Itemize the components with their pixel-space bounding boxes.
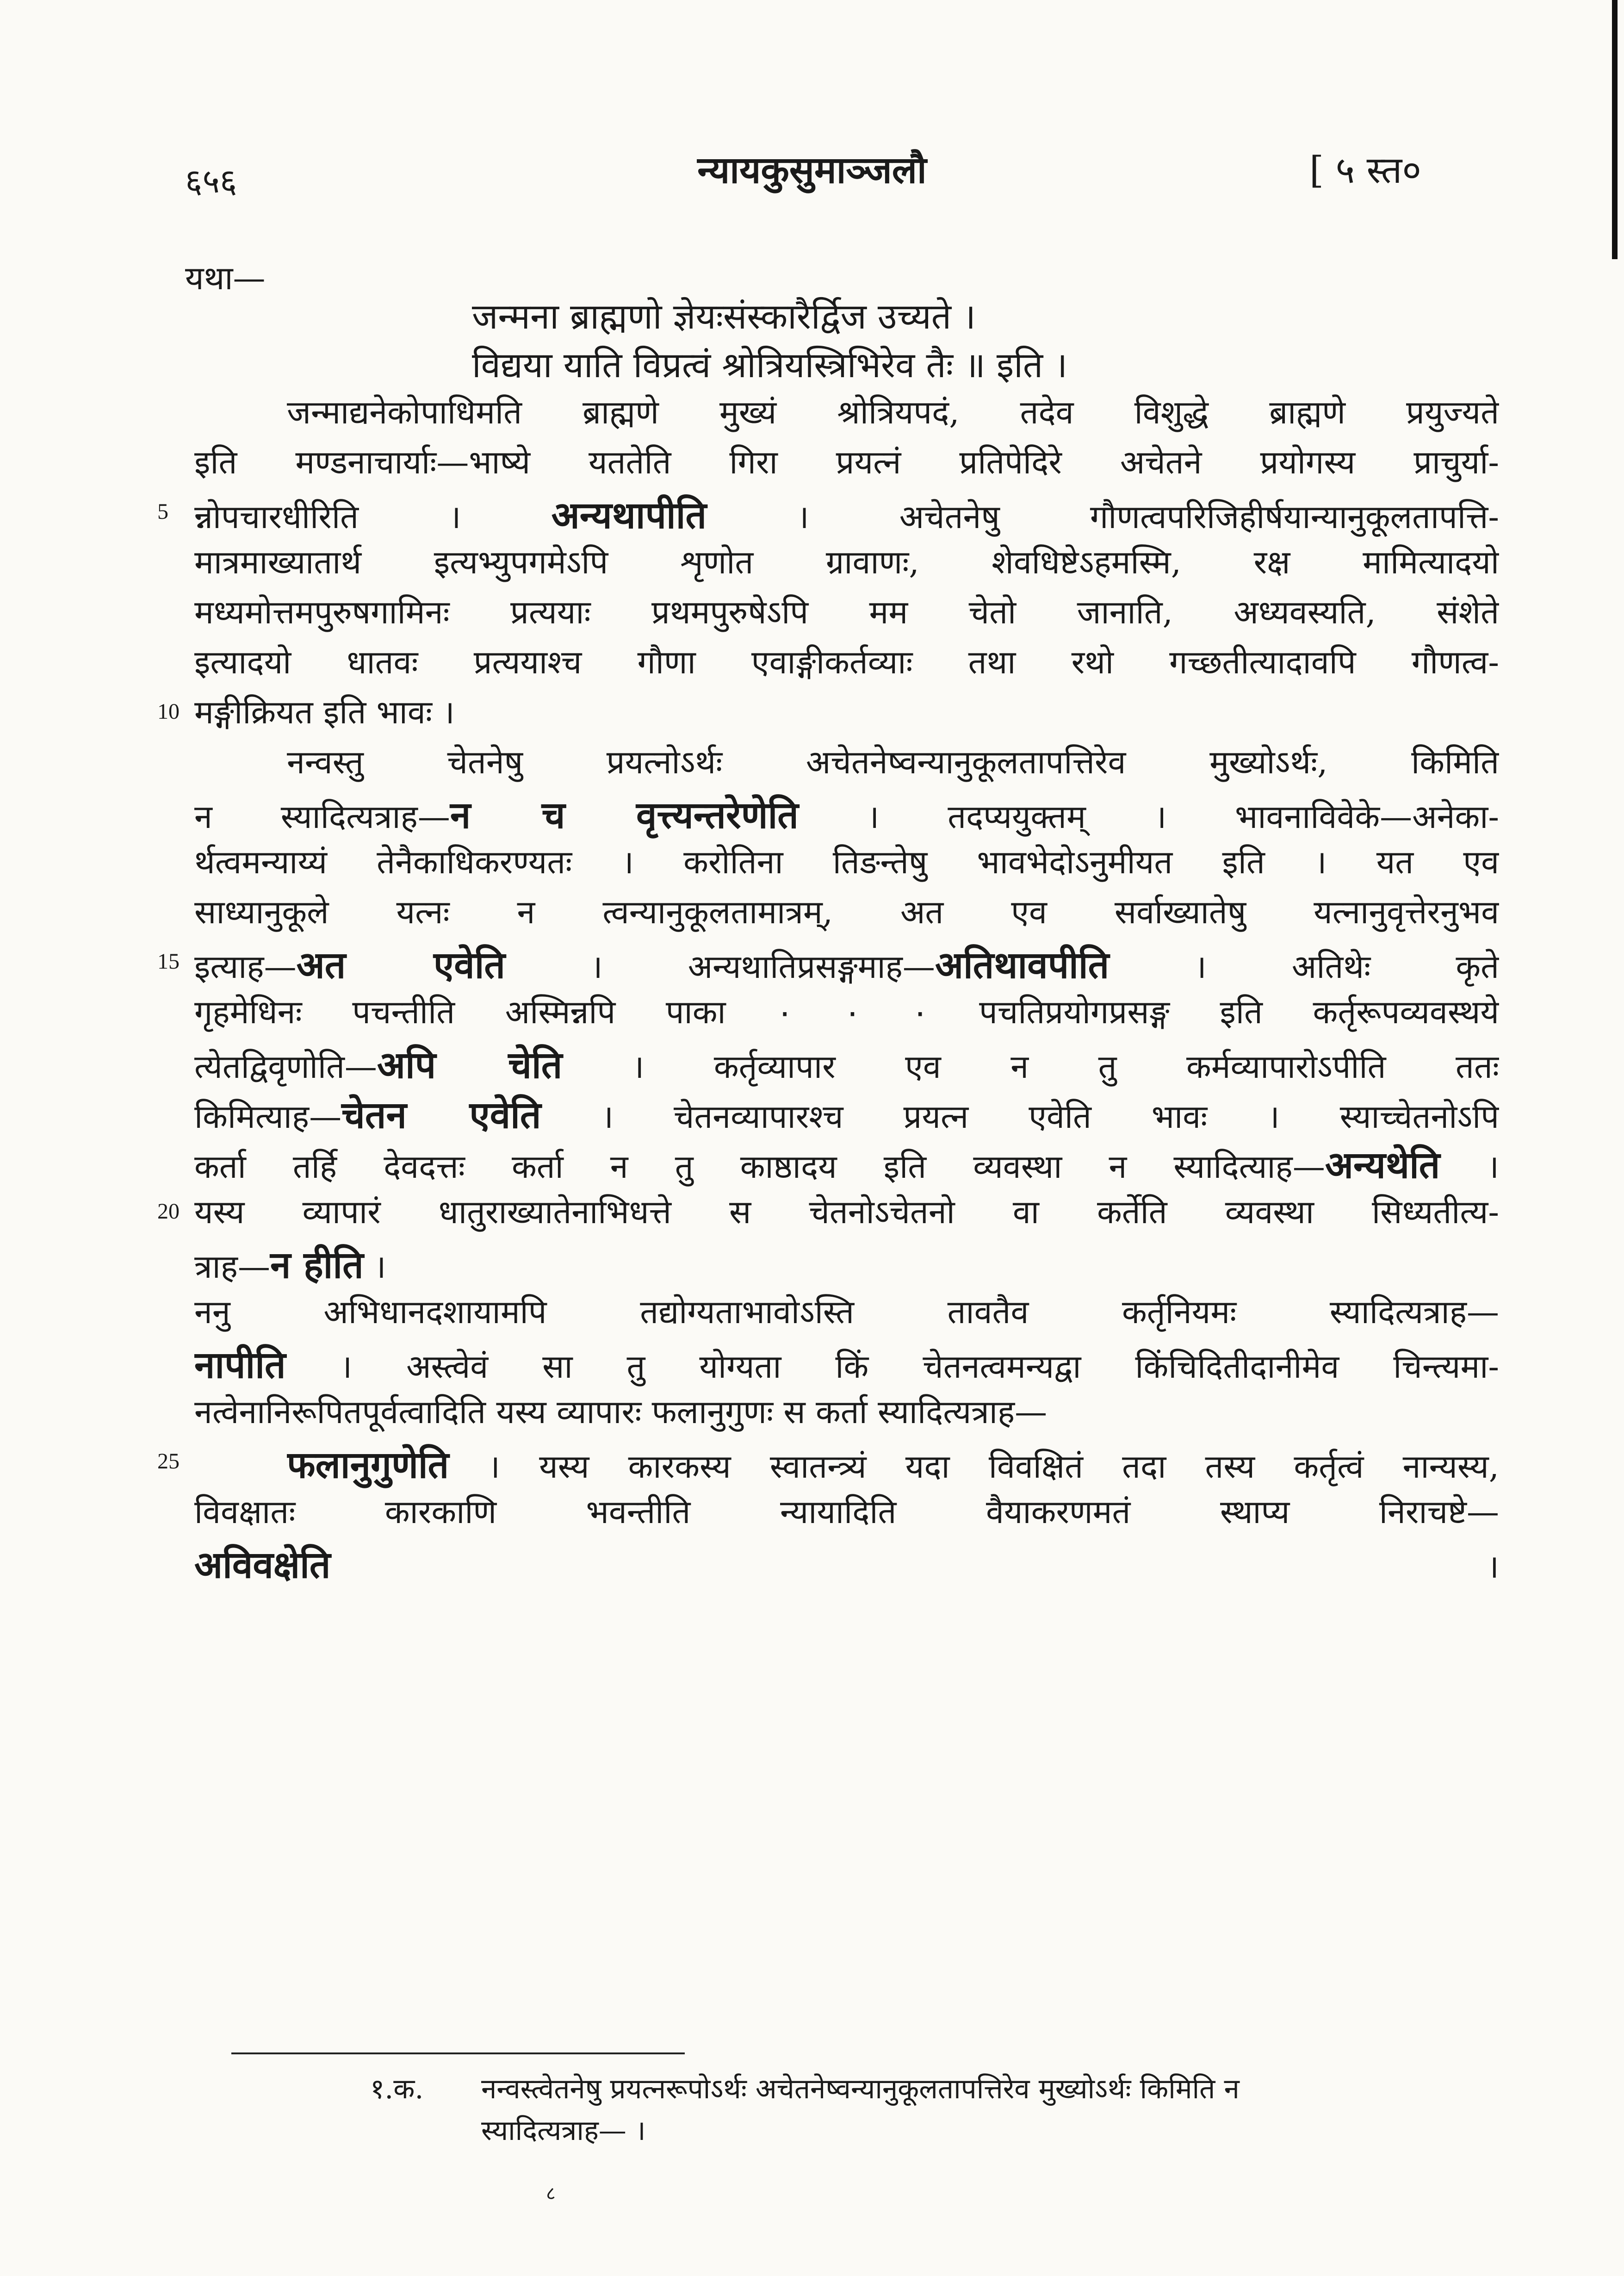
- text-line: [194, 1088, 1499, 1139]
- section-reference: [ ५ स्त०: [1309, 149, 1421, 192]
- text-line: [194, 789, 1499, 839]
- text-line: [287, 739, 1499, 783]
- text-segment: ।: [1440, 1148, 1499, 1186]
- text-line: [194, 1388, 1499, 1433]
- text-segment-bold: अविवक्षेति: [194, 1543, 331, 1586]
- text-line: [194, 539, 1499, 583]
- text-segment: इत्याह—: [194, 948, 297, 986]
- text-segment: त्राह—: [194, 1248, 270, 1286]
- text-segment: जन्माद्यनेकोपाधिमति ब्राह्मणे मुख्यं श्रोत्रियपदं, तदेव विशुद्धे ब्राह्मणे प्रयुज्यते: [287, 393, 1499, 431]
- text-line: [194, 689, 1499, 733]
- text-line: [194, 1288, 1499, 1333]
- text-segment: । तदप्ययुक्तम् । भावनाविवेके—अनेका-: [798, 798, 1499, 836]
- text-segment: किमित्याह—: [194, 1098, 342, 1136]
- text-segment: मात्रमाख्यातार्थ इत्यभ्युपगमेऽपि शृणोत ग्रावाणः, शेवधिष्टेऽहमस्मि, रक्ष मामित्यादयो: [194, 543, 1499, 581]
- text-segment: । चेतनव्यापारश्च प्रयत्न एवेति भावः । स्याच्चेतनोऽपि: [541, 1098, 1499, 1136]
- verse-line-1: जन्मना ब्राह्मणो ज्ञेयःसंस्कारैर्द्विज उच्यते ।: [472, 296, 976, 337]
- text-segment: कर्ता तर्हि देवदत्तः कर्ता न तु काष्ठादय इति व्यवस्था न स्यादित्याह—: [194, 1148, 1325, 1186]
- text-segment: ।: [363, 1248, 386, 1286]
- text-segment: र्थत्वमन्याय्यं तेनैकाधिकरण्यतः । करोतिना तिङन्तेषु भावभेदोऽनुमीयत इति । यत एव: [194, 843, 1499, 881]
- line-number: 25: [157, 1449, 180, 1474]
- text-line: [194, 1488, 1499, 1533]
- text-segment: । अचेतनेषु गौणत्वपरिजिहीर्षयान्यानुकूलतापत्ति-: [707, 498, 1499, 536]
- text-line: [194, 1039, 1499, 1089]
- text-line: [194, 1538, 1499, 1589]
- text-segment-bold: अत एवेति: [296, 943, 506, 987]
- text-line: [194, 639, 1499, 683]
- text-segment: इति मण्डनाचार्याः—भाष्ये यततेति गिरा प्रयत्नं प्रतिपेदिरे अचेतने प्रयोगस्य प्राचुर्या-: [194, 443, 1499, 481]
- text-line: [194, 1138, 1499, 1189]
- text-segment: मध्यमोत्तमपुरुषगामिनः प्रत्ययाः प्रथमपुरुषेऽपि मम चेतो जानाति, अध्यवस्यति, संशेते: [194, 593, 1499, 631]
- page-number: ६५६: [185, 162, 237, 200]
- text-line: [194, 1338, 1499, 1389]
- text-line: [194, 889, 1499, 933]
- text-segment: त्येतद्विवृणोति—: [194, 1048, 377, 1086]
- text-segment-bold: चेतन एवेति: [341, 1093, 541, 1137]
- line-number: 5: [157, 499, 168, 524]
- text-segment: । यस्य कारकस्य स्वातन्त्र्यं यदा विवक्षितं तदा तस्य कर्तृत्वं नान्यस्य,: [449, 1448, 1499, 1486]
- running-title: न्यायकुसुमाञ्जलौ: [697, 148, 927, 192]
- text-segment: । अन्यथातिप्रसङ्गमाह—: [505, 948, 935, 986]
- text-segment: नन्वस्तु चेतनेषु प्रयत्नोऽर्थः अचेतनेष्वन्यानुकूलतापत्तिरेव मुख्योऽर्थः, किमिति: [287, 743, 1499, 781]
- page-mark: ८: [546, 2183, 556, 2204]
- text-segment-bold: अन्यथेति: [1325, 1143, 1440, 1187]
- text-line: [287, 1438, 1499, 1489]
- text-line: [194, 1188, 1499, 1233]
- line-number: 10: [157, 699, 180, 724]
- text-segment: । अतिथेः कृते: [1109, 948, 1499, 986]
- text-segment: गृहमेधिनः पचन्तीति अस्मिन्नपि पाका ٠ ٠ ٠ पचतिप्रयोगप्रसङ्ग इति कर्तृरूपव्यवस्थये: [194, 993, 1499, 1031]
- text-segment: विवक्षातः कारकाणि भवन्तीति न्यायादिति वैयाकरणमतं स्थाप्य निराचष्टे—: [194, 1493, 1499, 1531]
- text-segment: न स्यादित्यत्राह—: [194, 798, 450, 836]
- verse-line-2: विद्यया याति विप्रत्वं श्रोत्रियस्त्रिभिरेव तैः ॥ इति ।: [472, 344, 1068, 386]
- text-line: [194, 589, 1499, 633]
- text-line: [194, 939, 1499, 989]
- line-number: 15: [157, 949, 180, 974]
- footnote-line-1: नन्वस्त्वेतनेषु प्रयत्नरूपोऽर्थः अचेतनेष्वन्यानुकूलतापत्तिरेव मुख्योऽर्थः किमिति न: [481, 2073, 1240, 2105]
- footnote-line-2: स्यादित्यत्राह— ।: [481, 2114, 646, 2147]
- text-segment: । कर्तृव्यापार एव न तु कर्मव्यापारोऽपीति ततः: [562, 1048, 1499, 1086]
- text-line: [194, 839, 1499, 883]
- footnote-rule: [231, 2052, 685, 2054]
- text-segment: ।: [330, 1548, 1499, 1586]
- text-segment: इत्यादयो धातवः प्रत्ययाश्च गौणा एवाङ्गीकर्तव्याः तथा रथो गच्छतीत्यादावपि गौणत्व-: [194, 643, 1499, 681]
- text-segment: नत्वेनानिरूपितपूर्वत्वादिति यस्य व्यापारः फलानुगुणः स कर्ता स्यादित्यत्राह—: [194, 1393, 1048, 1431]
- text-segment-bold: अतिथावपीति: [935, 943, 1110, 987]
- text-segment-bold: न च वृत्त्यन्तरेणेति: [450, 793, 799, 837]
- intro-text: यथा—: [185, 259, 266, 297]
- text-segment-bold: फलानुगुणेति: [287, 1443, 449, 1486]
- text-line: [194, 989, 1499, 1033]
- text-segment: ननु अभिधानदशायामपि तद्योग्यताभावोऽस्ति तावतैव कर्तृनियमः स्यादित्यत्राह—: [194, 1293, 1499, 1331]
- text-segment: । अस्त्वेवं सा तु योग्यता किं चेतनत्वमन्यद्वा किंचिदितीदानीमेव चिन्त्यमा-: [285, 1348, 1499, 1386]
- text-segment: साध्यानुकूले यत्नः न त्वन्यानुकूलतामात्रम्, अत एव सर्वाख्यातेषु यत्नानुवृत्तेरनुभव: [194, 893, 1499, 931]
- text-segment: यस्य व्यापारं धातुराख्यातेनाभिधत्ते स चेतनोऽचेतनो वा कर्तेति व्यवस्था सिध्यतीत्य-: [194, 1193, 1499, 1231]
- page-header: [0, 139, 1624, 208]
- line-number: 20: [157, 1199, 180, 1224]
- text-segment: मङ्गीक्रियत इति भावः ।: [194, 693, 455, 731]
- text-segment-bold: नापीति: [194, 1343, 286, 1387]
- footnote-marker: १.क.: [370, 2073, 424, 2105]
- text-line: [194, 1238, 1499, 1289]
- text-line: [194, 439, 1499, 483]
- text-line: [194, 489, 1499, 539]
- text-segment-bold: न हीति: [270, 1243, 364, 1287]
- text-segment-bold: अपि चेति: [377, 1043, 563, 1087]
- text-segment: न्नोपचारधीरिति ।: [194, 498, 552, 536]
- text-segment-bold: अन्यथापीति: [551, 493, 707, 537]
- text-line: [287, 389, 1499, 433]
- page-edge-line: [1608, 0, 1624, 259]
